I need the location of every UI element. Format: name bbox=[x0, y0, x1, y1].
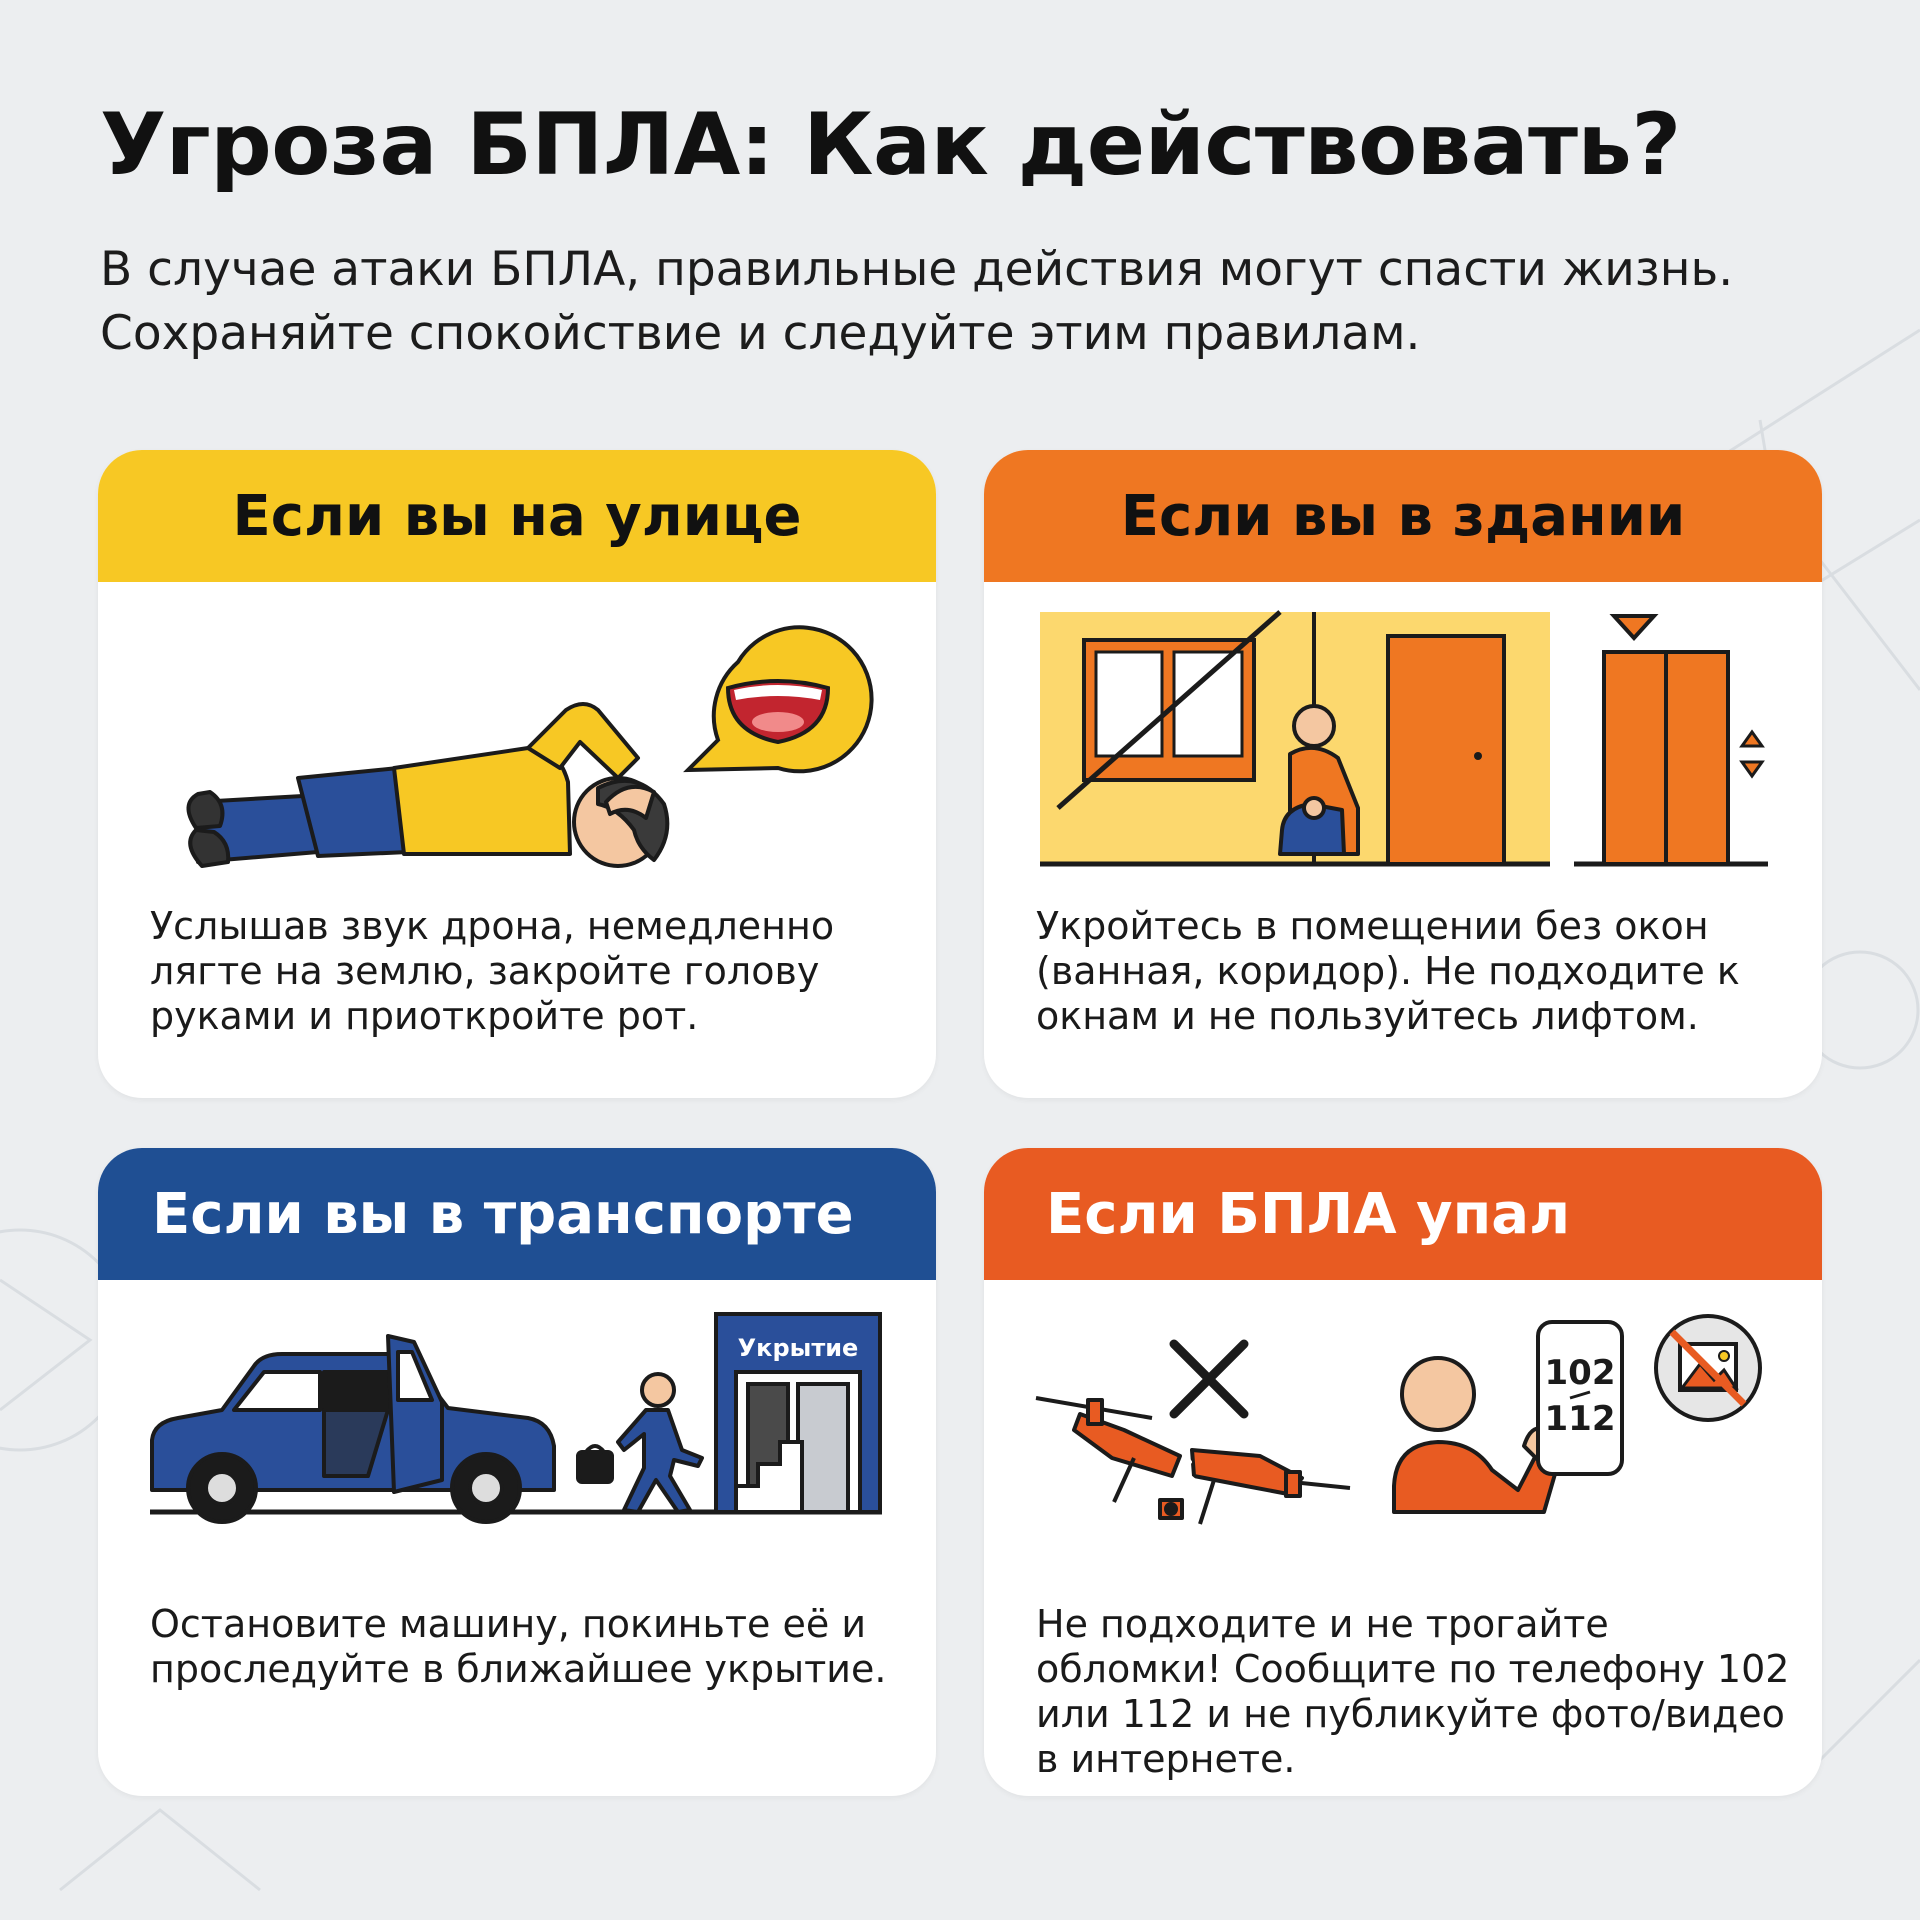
card-fallen-body bbox=[984, 1280, 1822, 1796]
person-lying-down-icon bbox=[188, 704, 667, 866]
card-street-text: Услышав звук дрона, немедленно лягте на землю, закройте голову руками и приоткройте рот. bbox=[150, 904, 835, 1038]
no-photo-icon bbox=[1656, 1316, 1760, 1420]
card-building-title: Если вы в здании bbox=[984, 450, 1822, 582]
door-icon bbox=[1388, 636, 1504, 864]
card-building-body bbox=[984, 582, 1822, 1098]
walking-person-icon bbox=[578, 1374, 702, 1512]
phone-icon bbox=[1538, 1322, 1622, 1474]
card-street bbox=[98, 450, 936, 1098]
transport-illustration bbox=[98, 1280, 936, 1600]
cross-mark-icon bbox=[1174, 1344, 1244, 1414]
phone-number-102: 102 bbox=[1544, 1353, 1616, 1393]
card-fallen-title: Если БПЛА упал bbox=[984, 1148, 1822, 1280]
page-title: Угроза БПЛА: Как действовать? bbox=[100, 95, 1681, 195]
card-street-body bbox=[98, 582, 936, 1098]
phone-number-112: 112 bbox=[1544, 1399, 1616, 1439]
card-building bbox=[984, 450, 1822, 1098]
car-icon bbox=[152, 1336, 554, 1522]
card-transport bbox=[98, 1148, 936, 1796]
shelter-label: Укрытие bbox=[737, 1334, 859, 1362]
card-fallen-text: Не подходите и не трогайте обломки! Сообщите по телефону 102 или 112 и не публикуйте фото/видео в интернете. bbox=[1036, 1602, 1790, 1781]
card-transport-title: Если вы в транспорте bbox=[98, 1148, 936, 1280]
card-building-text: Укройтесь в помещении без окон (ванная, коридор). Не подходите к окнам и не пользуйтесь лифтом. bbox=[1036, 904, 1740, 1038]
building-illustration bbox=[984, 582, 1822, 902]
card-transport-text: Остановите машину, покиньте её и проследуйте в ближайшее укрытие. bbox=[150, 1602, 887, 1691]
crossed-window-icon bbox=[1058, 612, 1280, 808]
shelter-icon bbox=[716, 1314, 880, 1512]
open-mouth-speech-bubble-icon bbox=[688, 627, 872, 771]
card-transport-body bbox=[98, 1280, 936, 1796]
fallen-drone-illustration bbox=[984, 1280, 1822, 1600]
card-fallen bbox=[984, 1148, 1822, 1796]
broken-drone-icon bbox=[1036, 1398, 1350, 1524]
street-illustration bbox=[98, 582, 936, 902]
card-street-title: Если вы на улице bbox=[98, 450, 936, 582]
elevator-icon bbox=[1604, 616, 1762, 864]
page-subtitle: В случае атаки БПЛА, правильные действия могут спасти жизнь. Сохраняйте спокойствие и следуйте этим правилам. bbox=[100, 242, 1734, 361]
